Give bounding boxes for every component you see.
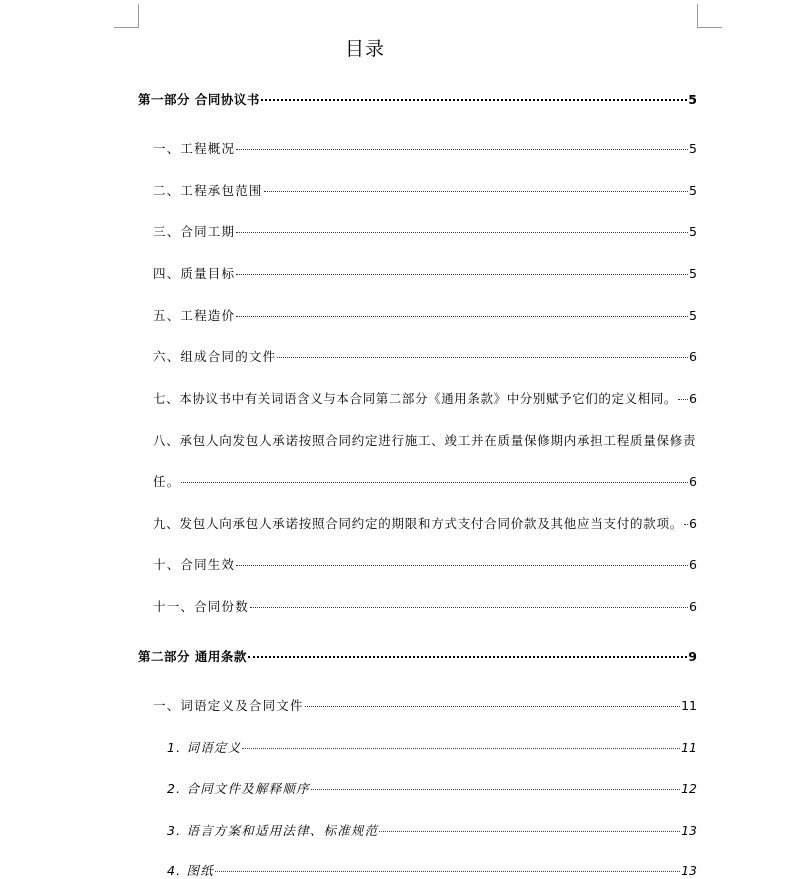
- toc-entry-text: 九、发包人向承包人承诺按照合同约定的期限和方式支付合同价款及其他应当支付的款项。: [153, 516, 684, 531]
- toc-leader-dots: [250, 607, 688, 608]
- toc-entry-text: 第一部分 合同协议书: [138, 92, 260, 107]
- toc-entry-1-4[interactable]: [153, 264, 697, 282]
- toc-entry-text: 六、组成合同的文件: [153, 349, 277, 364]
- toc-entry-page: 5: [688, 92, 697, 107]
- toc-entry-text: 三、合同工期: [153, 224, 236, 239]
- toc-entry-2-1-1[interactable]: [167, 738, 697, 756]
- toc-leader-dots: [264, 191, 688, 192]
- toc-entry-page: 9: [688, 649, 697, 664]
- toc-entry-text: 2. 合同文件及解释顺序: [167, 781, 310, 796]
- toc-entry-2-1-2[interactable]: [167, 779, 697, 797]
- toc-entry-1-3[interactable]: [153, 222, 697, 240]
- toc-entry-page: 6: [689, 516, 697, 531]
- toc-title: 目录: [344, 38, 385, 60]
- toc-entry-page: 5: [689, 308, 697, 323]
- toc-entry-page: 5: [689, 266, 697, 281]
- toc-entry-1-9[interactable]: [153, 514, 697, 532]
- toc-entry-text: 七、本协议书中有关词语含义与本合同第二部分《通用条款》中分别赋予它们的定义相同。: [153, 391, 678, 406]
- toc-entry-page: 6: [689, 391, 697, 406]
- toc-leader-dots: [248, 656, 687, 658]
- toc-entry-text: 任。: [153, 474, 181, 489]
- toc-leader-dots: [236, 149, 688, 150]
- toc-leader-dots: [379, 831, 680, 832]
- toc-entry-text: 四、质量目标: [153, 266, 236, 281]
- toc-entry-page: 13: [681, 823, 697, 838]
- toc-leader-dots: [684, 524, 688, 525]
- toc-entry-text: 1. 词语定义: [167, 740, 242, 755]
- toc-leader-dots: [305, 706, 680, 707]
- toc-leader-dots: [181, 482, 688, 483]
- toc-entry-text: 十、合同生效: [153, 557, 236, 572]
- toc-entry-1-5[interactable]: [153, 306, 697, 324]
- toc-entry-page: 6: [689, 599, 697, 614]
- toc-entry-2-1-4[interactable]: [167, 861, 697, 879]
- toc-entry-part-2[interactable]: [138, 647, 697, 665]
- toc-entry-text: 3. 语言方案和适用法律、标准规范: [167, 823, 379, 838]
- toc-entry-page: 13: [681, 863, 697, 878]
- toc-leader-dots: [311, 789, 680, 790]
- toc-entry-text: 一、工程概况: [153, 141, 236, 156]
- toc-leader-dots: [242, 748, 680, 749]
- toc-entry-1-6[interactable]: [153, 347, 697, 365]
- toc-leader-dots: [215, 871, 680, 872]
- toc-entry-part-1[interactable]: [138, 90, 697, 108]
- toc-leader-dots: [261, 99, 687, 101]
- toc-leader-dots: [236, 274, 688, 275]
- toc-entry-1-2[interactable]: [153, 181, 697, 199]
- toc-entry-1-11[interactable]: [153, 597, 697, 615]
- toc-entry-text: 4. 图纸: [167, 863, 214, 878]
- toc-entry-text: 一、词语定义及合同文件: [153, 698, 304, 713]
- toc-entry-page: 5: [689, 224, 697, 239]
- toc-entry-page: 6: [689, 349, 697, 364]
- toc-entry-1-7[interactable]: [153, 389, 697, 407]
- toc-leader-dots: [678, 399, 688, 400]
- toc-entry-text: 二、工程承包范围: [153, 183, 263, 198]
- toc-leader-dots: [236, 565, 688, 566]
- toc-entry-page: 6: [689, 474, 697, 489]
- toc-entry-text: 第二部分 通用条款: [138, 649, 247, 664]
- toc-entry-1-10[interactable]: [153, 555, 697, 573]
- toc-entry-1-1[interactable]: [153, 139, 697, 157]
- toc-entry-page: 5: [689, 141, 697, 156]
- toc-entry-page: 6: [689, 557, 697, 572]
- toc-entry-2-1[interactable]: [153, 696, 697, 714]
- toc-entry-page: 12: [681, 781, 697, 796]
- toc-entry-page: 5: [689, 183, 697, 198]
- toc-leader-dots: [277, 357, 688, 358]
- toc-entry-text: 八、承包人向发包人承诺按照合同约定进行施工、竣工并在质量保修期内承担工程质量保修责: [153, 433, 697, 448]
- toc-leader-dots: [236, 316, 688, 317]
- toc-entry-1-8-cont[interactable]: [153, 472, 697, 490]
- toc-entry-page: 11: [681, 740, 697, 755]
- toc-entry-text: 五、工程造价: [153, 308, 236, 323]
- toc-leader-dots: [236, 232, 688, 233]
- toc-entry-1-8[interactable]: [153, 431, 697, 449]
- toc-entry-text: 十一、合同份数: [153, 599, 249, 614]
- toc-entry-page: 11: [681, 698, 697, 713]
- toc-entry-2-1-3[interactable]: [167, 821, 697, 839]
